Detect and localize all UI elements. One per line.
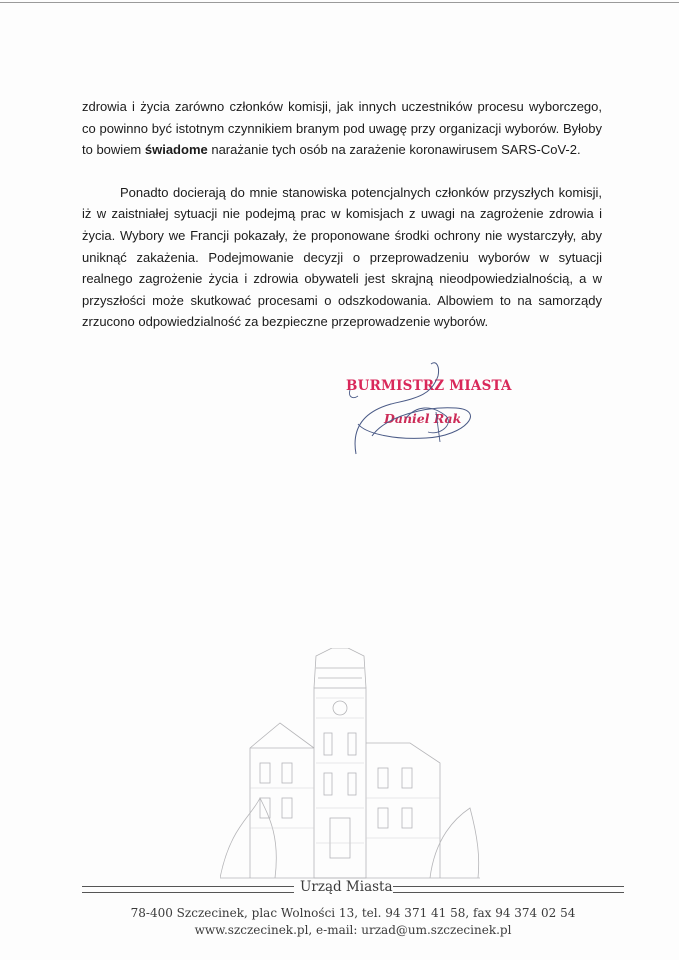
town-hall-watermark-icon: [220, 648, 480, 880]
signature-icon: [336, 356, 536, 456]
footer-rule-left: [82, 886, 294, 893]
top-edge-line: [0, 2, 679, 3]
stamp-title: BURMISTRZ MIASTA: [346, 378, 512, 394]
footer-office-name: Urząd Miasta: [300, 879, 393, 895]
footer-address: 78-400 Szczecinek, plac Wolności 13, tel. 94 371 41 58, fax 94 374 02 54: [130, 906, 576, 920]
letter-body: [82, 96, 602, 333]
emphasis-word: świadome: [144, 142, 208, 158]
footer-rule-right: [393, 886, 624, 893]
paragraph-1: zdrowia i życia zarówno członków komisji, jak innych uczestników procesu wyborczego, co powinno być istotnym czynnikiem branym pod uwagę przy organizacji wyborów. Byłoby to bowiem świadome narażanie tych osób na zarażenie koronawirusem SARS-CoV-2.: [82, 99, 602, 158]
paragraph-2: Ponadto docierają do mnie stanowiska potencjalnych członków przyszłych komisji, iż w zaistniałej sytuacji nie podejmą prac w komisjach z uwagi na zagrożenie zdrowia i życia. Wybory we Francji pokazały, że proponowane środki ochrony nie wystarczyły, aby uniknąć zakażenia. Podejmowanie decyzji o przeprowadzeniu wyborów w sytuacji realnego zagrożenie życia i zdrowia obywateli jest skrajną nieodpowiedzialnością, a w przyszłości może skutkować procesami o odszkodowania. Albowiem to na samorządy zrzucono odpowiedzialność za bezpieczne przeprowadzenie wyborów.: [82, 184, 602, 330]
footer-contact: www.szczecinek.pl, e-mail: urzad@um.szczecinek.pl: [194, 923, 512, 937]
mayor-stamp: [336, 356, 536, 456]
stamp-name: Daniel Rak: [384, 411, 462, 426]
